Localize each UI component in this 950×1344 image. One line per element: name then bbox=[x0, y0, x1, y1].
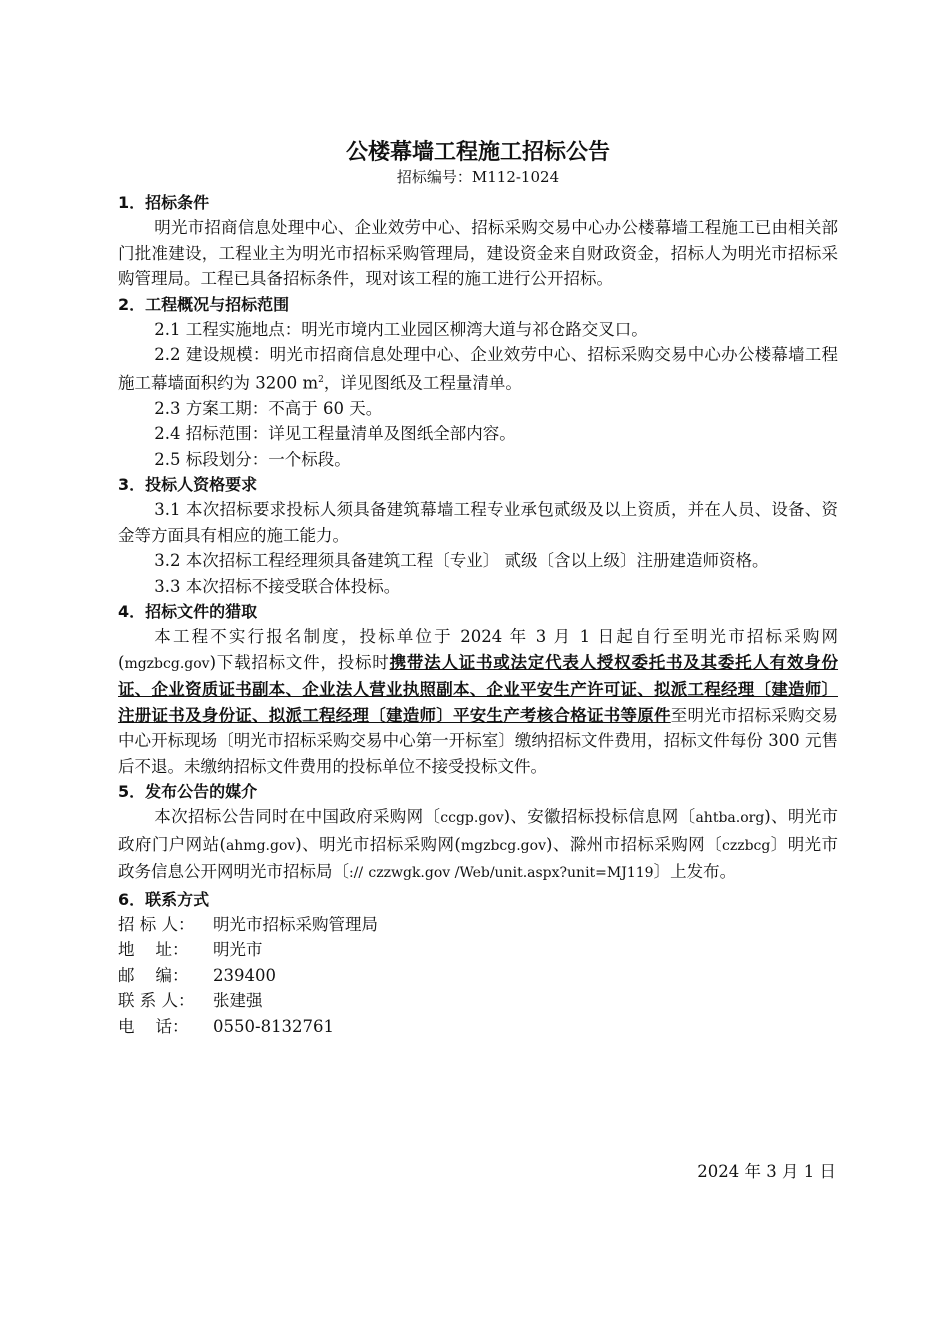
contact-label: 招 标 人： bbox=[118, 914, 195, 934]
section-6-heading: 6．联系方式 bbox=[118, 889, 210, 909]
media-text-5: )、滁州市招标采购网〔 bbox=[545, 834, 722, 854]
contact-row-address bbox=[118, 937, 838, 963]
section-1-heading: 1．招标条件 bbox=[118, 193, 210, 212]
section-3-item-2: 3.2 本次招标工程经理须具备建筑工程〔专业〕 贰级〔含以上级〕注册建造师资格。 bbox=[154, 551, 769, 570]
section-5-heading: 5．发布公告的媒介 bbox=[118, 782, 258, 801]
contact-value: 明光市 bbox=[213, 940, 263, 959]
section-2-item-2-text: 2.2 建设规模：明光市招商信息处理中心、企业效劳中心、招标采购交易中心办公楼幕墙工程施工幕墙面积约为 3200 m bbox=[118, 345, 838, 392]
media-link-czzwgk: czzwgk.gov /Web/unit.aspx?unit=MJ119 bbox=[368, 865, 654, 881]
contact-row-phone bbox=[118, 1014, 838, 1040]
media-text-3: )、明光市政府门户网站( bbox=[118, 807, 839, 854]
section-4-text-a: 本工程不实行报名制度，投标单位于 2024 年 3 月 1 日起自行至明光市招标采购网( bbox=[118, 627, 838, 672]
publish-date: 2024 年 3 月 1 日 bbox=[697, 1162, 836, 1181]
section-3-item-3: 3.3 本次招标不接受联合体投标。 bbox=[154, 576, 401, 596]
media-link-czzbcg: czzbcg bbox=[722, 837, 771, 854]
contact-row-tenderer bbox=[118, 912, 838, 938]
media-link-ccgp: ccgp.gov bbox=[440, 810, 504, 826]
contact-label: 电 话： bbox=[118, 1016, 189, 1036]
section-2-item-4: 2.4 招标范围：详见工程量清单及图纸全部内容。 bbox=[154, 424, 516, 443]
document-title: 公楼幕墙工程施工招标公告 bbox=[345, 140, 610, 165]
media-text-7: 〕上发布。 bbox=[653, 862, 737, 881]
contact-row-person bbox=[118, 988, 838, 1014]
area-unit-sup: 2 bbox=[318, 374, 324, 385]
media-link-ahmg: ahmg.gov bbox=[225, 837, 296, 854]
contact-value: 明光市招标采购管理局 bbox=[213, 914, 378, 934]
site-link: mgzbcg.gov bbox=[124, 655, 210, 672]
section-4-text-c: 至明光市招标采购交易中心开标现场〔明光市招标采购交易中心第一开标室〕缴纳招标文件费用，招标文件每份 300 元售后不退。未缴纳招标文件费用的投标单位不接受投标文件。 bbox=[118, 705, 838, 776]
media-link-prefix: :// bbox=[349, 865, 364, 881]
media-text-4: )、明光市招标采购网( bbox=[295, 834, 461, 854]
section-1-para: 明光市招商信息处理中心、企业效劳中心、招标采购交易中心办公楼幕墙工程施工已由相关部门批准建设，工程业主为明光市招标采购管理局，建设资金来自财政资金，招标人为明光市招标采购管理局。工程已具备招标条件，现对该工程的施工进行公开招标。 bbox=[118, 218, 838, 288]
section-3-item-1: 3.1 本次招标要求投标人须具备建筑幕墙工程专业承包贰级及以上资质，并在人员、设备、资金等方面具有相应的施工能力。 bbox=[118, 500, 838, 545]
section-4-text-b: )下载招标文件，投标时 bbox=[209, 652, 390, 672]
section-2-item-2-tail: ，详见图纸及工程量清单。 bbox=[323, 373, 522, 392]
section-4-heading: 4．招标文件的猎取 bbox=[118, 602, 258, 621]
section-3-heading: 3．投标人资格要求 bbox=[118, 475, 258, 494]
section-2-item-3: 2.3 方案工期：不高于 60 天。 bbox=[154, 398, 383, 418]
contact-value: 张建强 bbox=[213, 991, 263, 1010]
media-link-mgzbcg: mgzbcg.gov bbox=[460, 837, 546, 854]
media-text-6: 〕明光市政务信息公开网明光市招标局〔 bbox=[118, 834, 839, 881]
section-2-heading: 2．工程概况与招标范围 bbox=[118, 294, 290, 314]
contact-label: 地 址： bbox=[118, 940, 189, 959]
contact-value: 239400 bbox=[213, 965, 276, 985]
media-link-ahtba: ahtba.org bbox=[695, 810, 765, 826]
section-2-item-5: 2.5 标段划分：一个标段。 bbox=[154, 449, 351, 469]
section-5-para bbox=[118, 804, 838, 887]
media-text-1: 本次招标公告同时在中国政府采购网〔 bbox=[154, 807, 441, 826]
contact-row-postcode bbox=[118, 963, 838, 989]
contact-label: 邮 编： bbox=[118, 965, 189, 985]
required-documents: 携带法人证书或法定代表人授权委托书及其委托人有效身份证、企业资质证书副本、企业法人营业执照副本、企业平安生产许可证、拟派工程经理〔建造师〕注册证书及身份证、拟派工程经理〔建造师〕平安生产考核合格证书等原件 bbox=[118, 652, 839, 725]
media-text-2: )、安徽招标投标信息网〔 bbox=[503, 807, 696, 826]
section-4-para bbox=[118, 624, 838, 779]
section-2-item-1: 2.1 工程实施地点：明光市境内工业园区柳湾大道与祁仓路交叉口。 bbox=[154, 319, 648, 339]
contact-label: 联 系 人： bbox=[118, 991, 195, 1010]
section-2-item-2 bbox=[118, 342, 838, 396]
contact-value: 0550-8132761 bbox=[213, 1016, 335, 1036]
notice-document bbox=[118, 138, 839, 1181]
tender-code: 招标编号：M112-1024 bbox=[396, 168, 560, 186]
